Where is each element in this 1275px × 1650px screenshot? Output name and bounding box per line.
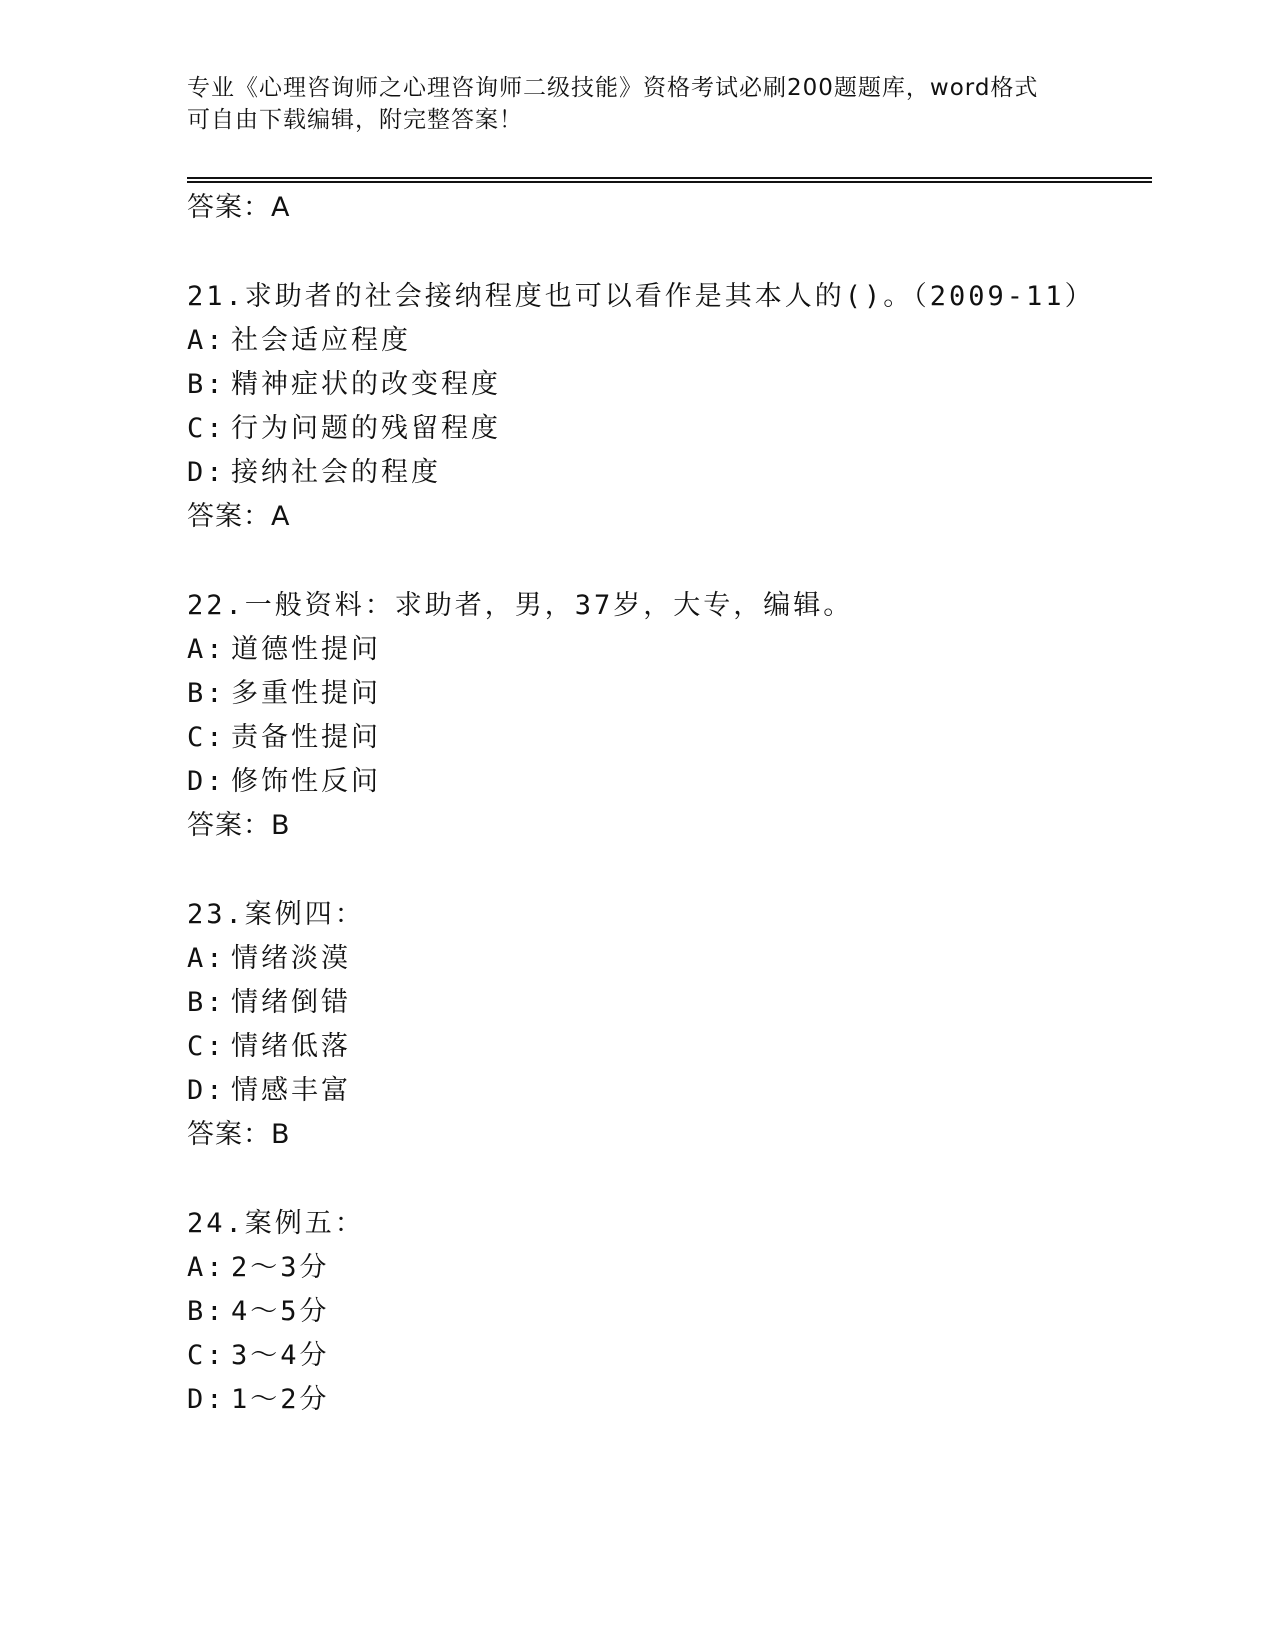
option-22-a: [187, 633, 381, 667]
option-24-a: [187, 1251, 330, 1285]
option-24-d: [187, 1383, 330, 1417]
option-letter: B:: [187, 678, 226, 709]
question-stem-24: 24.案例五：: [187, 1208, 365, 1239]
option-letter: C:: [187, 1340, 226, 1371]
option-23-b: [187, 986, 351, 1020]
option-letter: A:: [187, 634, 226, 665]
question-stem-21: 21.求助者的社会接纳程度也可以看作是其本人的()。（2009-11）: [187, 281, 1095, 312]
option-letter: C:: [187, 1031, 226, 1062]
option-text: 1～2分: [231, 1384, 330, 1415]
option-22-d: [187, 765, 381, 799]
option-text: 2～3分: [231, 1252, 330, 1283]
question-stem-22: 22.一般资料：求助者，男，37岁，大专，编辑。: [187, 590, 854, 621]
option-letter: B:: [187, 987, 226, 1018]
option-text: 行为问题的残留程度: [231, 413, 501, 444]
option-text: 接纳社会的程度: [231, 457, 441, 488]
option-23-d: [187, 1074, 351, 1108]
option-letter: B:: [187, 369, 226, 400]
option-text: 情绪淡漠: [231, 943, 351, 974]
header-divider-top: [187, 177, 1152, 179]
option-letter: B:: [187, 1296, 226, 1327]
option-letter: D:: [187, 1075, 226, 1106]
option-text: 责备性提问: [231, 722, 381, 753]
header-line-2: 可自由下载编辑，附完整答案！: [187, 107, 523, 133]
option-text: 情绪低落: [231, 1031, 351, 1062]
answer-line: 答案：A: [187, 192, 291, 223]
option-text: 3～4分: [231, 1340, 330, 1371]
header-line-1: 专业《心理咨询师之心理咨询师二级技能》资格考试必刷200题题库，word格式: [187, 75, 1039, 101]
option-letter: D:: [187, 766, 226, 797]
option-text: 多重性提问: [231, 678, 381, 709]
question-stem-23: 23.案例四：: [187, 899, 365, 930]
option-23-a: [187, 942, 351, 976]
option-letter: A:: [187, 943, 226, 974]
option-letter: A:: [187, 1252, 226, 1283]
option-letter: D:: [187, 1384, 226, 1415]
option-24-b: [187, 1295, 330, 1329]
option-text: 修饰性反问: [231, 766, 381, 797]
option-text: 情绪倒错: [231, 987, 351, 1018]
header-divider-bottom: [187, 181, 1152, 183]
answer-line-21: 答案：A: [187, 501, 291, 532]
option-21-b: [187, 368, 501, 402]
option-23-c: [187, 1030, 351, 1064]
option-21-c: [187, 412, 501, 446]
option-text: 社会适应程度: [231, 325, 411, 356]
answer-line-23: 答案：B: [187, 1119, 291, 1150]
option-letter: A:: [187, 325, 226, 356]
option-text: 精神症状的改变程度: [231, 369, 501, 400]
option-21-d: [187, 456, 441, 490]
option-text: 情感丰富: [231, 1075, 351, 1106]
option-text: 道德性提问: [231, 634, 381, 665]
option-letter: D:: [187, 457, 226, 488]
option-letter: C:: [187, 722, 226, 753]
option-letter: C:: [187, 413, 226, 444]
option-21-a: [187, 324, 411, 358]
option-22-c: [187, 721, 381, 755]
option-24-c: [187, 1339, 330, 1373]
answer-line-22: 答案：B: [187, 810, 291, 841]
document-header: [187, 72, 1087, 136]
option-text: 4～5分: [231, 1296, 330, 1327]
option-22-b: [187, 677, 381, 711]
